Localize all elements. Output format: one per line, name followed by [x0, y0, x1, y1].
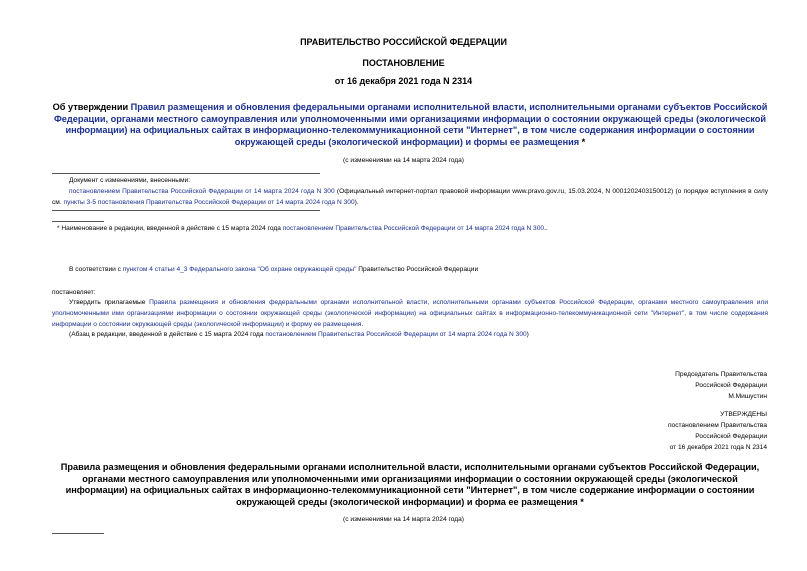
amendment-link-1[interactable]: постановлением Правительства Российской Федерации от 14 марта 2024 года N 300 [69, 188, 335, 195]
approved-line-3: Российской Федерации [695, 433, 767, 440]
title-suffix: * [579, 136, 586, 147]
basis-paragraph [69, 264, 478, 275]
signature-country: Российской Федерации [695, 382, 767, 389]
approved-block [668, 409, 767, 453]
rules-changes-note: (с изменениями на 14 марта 2024 года) [343, 516, 464, 523]
changes-note: (с изменениями на 14 марта 2024 года) [343, 157, 464, 164]
basis-suffix: Правительство Российской Федерации [356, 266, 479, 273]
paragraph-note-suffix: ) [526, 331, 529, 338]
document-title [52, 102, 768, 148]
title-link[interactable]: Правил размещения и обновления федеральными органами исполнительной власти, исполнительными органами субъектов Российской Федерации, органами местного самоуправления или уполномоченными ими организациями информации о состоянии окружающей среды (экологической информации) на официальных сайтах в информационно-телекоммуникационной сети "Интернет", в том числе содержания информации о состоянии окружающей среды (экологической информации) и формы ее размещения [53, 102, 768, 147]
signature-position: Председатель Правительства [675, 371, 767, 378]
footnote-divider [52, 221, 104, 222]
amendment-text-2: ). [354, 199, 359, 206]
amendments-body [52, 186, 768, 208]
paragraph-note-link[interactable]: постановлением Правительства Российской Федерации от 14 марта 2024 года N 300 [265, 331, 527, 338]
paragraph-note [69, 329, 529, 340]
basis-prefix: В соответствии с [69, 266, 123, 273]
rules-footnote-divider [52, 533, 104, 534]
government-header: ПРАВИТЕЛЬСТВО РОССИЙСКОЙ ФЕДЕРАЦИИ [300, 37, 507, 47]
divider [52, 173, 320, 174]
approved-line-4: от 16 декабря 2021 года N 2314 [669, 444, 767, 451]
footnote-end: .. [544, 225, 548, 232]
signature-block [675, 369, 767, 402]
document-type: ПОСТАНОВЛЕНИЕ [362, 58, 445, 68]
amendment-link-2[interactable]: пункты 3-5 постановления Правительства Российской Федерации от 14 марта 2024 года N 300 [63, 199, 355, 206]
amendments-heading: Документ с изменениями, внесенными: [69, 177, 191, 184]
approved-title: УТВЕРЖДЕНЫ [720, 411, 767, 418]
amendment-text-1: (Официальный интернет-портал правовой информации www.pravo.gov.ru, 15.03.2024, N 0001202403150012) (о порядке вступления в силу см. [52, 188, 769, 206]
approve-paragraph [52, 297, 768, 330]
paragraph-note-prefix: (Абзац в редакции, введенной в действие с 15 марта 2024 года [69, 331, 266, 338]
approve-suffix: . [361, 321, 364, 328]
approve-link[interactable]: Правила размещения и обновления федеральными органами исполнительной власти, исполнительными органами субъектов Российской Федерации, органами местного самоуправления или уполномоченными ими организациями информации о состоянии окружающей среды (экологической информации) на официальных сайтах в информационно-телекоммуникационной сети "Интернет", в том числе содержания информации о состоянии окружающей среды (экологической информации) и форму ее размещения [52, 299, 768, 328]
document-date-number: от 16 декабря 2021 года N 2314 [334, 76, 473, 86]
decrees-word: постановляет: [52, 289, 96, 296]
approve-prefix: Утвердить прилагаемые [69, 299, 150, 306]
footnote [57, 223, 548, 234]
rules-title: Правила размещения и обновления федеральными органами исполнительной власти, исполнительными органами субъектов Российской Федерации, органами местного самоуправления или уполномоченными ими организациями информации о состоянии окружающей среды (экологической информации) на официальных сайтах в информационно-телекоммуникационной сети "Интернет", в том числе содержание информации о состоянии окружающей среды (экологической информации) и форма ее размещения * [60, 462, 760, 507]
title-prefix: Об утверждении [52, 102, 131, 112]
basis-link[interactable]: пунктом 4 статьи 4_3 Федерального закона "Об охране окружающей среды" [122, 266, 357, 273]
footnote-link[interactable]: постановлением Правительства Российской Федерации от 14 марта 2024 года N 300 [282, 225, 545, 232]
divider [52, 210, 320, 211]
signature-name: М.Мишустин [728, 393, 767, 400]
footnote-text: * Наименование в редакции, введенной в действие с 15 марта 2024 года [57, 225, 283, 232]
approved-line-2: постановлением Правительства [667, 422, 767, 429]
